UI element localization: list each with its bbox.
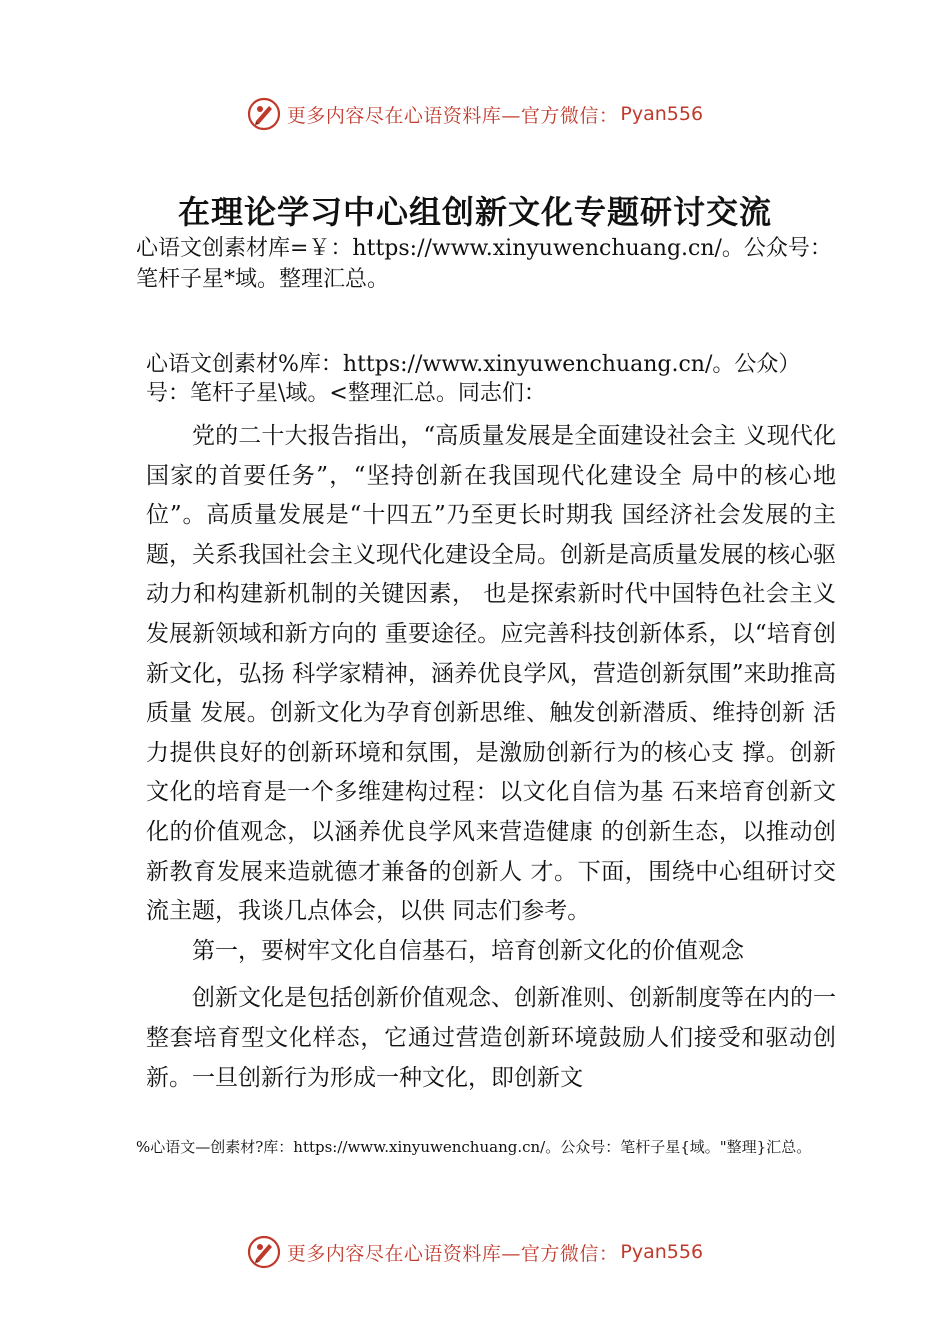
bottom-banner xyxy=(0,1232,950,1272)
logo-icon xyxy=(247,1235,281,1269)
paragraph-2: 创新文化是包括创新价值观念、创新准则、创新制度等在内的一整套培育型文化样态，它通过营造创新环境鼓励人们接受和驱动创新。一旦创新行为形成一种文化，即创新文 xyxy=(146,985,836,1091)
paragraph-1: 党的二十大报告指出，“高质量发展是全面建设社会主 义现代化国家的首要任务”，“坚持创新在我国现代化建设全 局中的核心地位”。高质量发展是“十四五”乃至更长时期我 国经济社会发展的主题，关系我国社会主义现代化建设全局。创新是高质量发展的核心驱动力和构建新机制的关键因素， 也是探索新时代中国特色社会主义发展新领域和新方向的 重要途径。应完善科技创新体系，以“培育创新文化，弘扬 科学家精神，涵养优良学风，营造创新氛围”来助推高质量 发展。创新文化为孕育创新思维、触发创新潜质、维持创新 活力提供良好的创新环境和氛围，是激励创新行为的核心支 撑。创新文化的培育是一个多维建构过程：以文化自信为基 石来培育创新文化的价值观念，以涵养优良学风来营造健康 的创新生态，以推动创新教育发展来造就德才兼备的创新人 才。下面，围绕中心组研讨交流主题，我谈几点体会，以供 同志们参考。 xyxy=(146,423,836,925)
top-banner xyxy=(0,94,950,134)
source-note-1: 心语文创素材库=￥：https://www.xinyuwenchuang.cn/。公众号：笔杆子星*域。整理汇总。 xyxy=(136,236,832,292)
document-body xyxy=(146,417,836,1098)
section-heading-1: 第一，要树牢文化自信基石，培育创新文化的价值观念 xyxy=(192,937,744,964)
banner-text: 更多内容尽在心语资料库—官方微信： xyxy=(286,1242,619,1265)
document-title: 在理论学习中心组创新文化专题研讨交流 xyxy=(177,193,772,231)
banner-wechat-id: Pyan556 xyxy=(620,103,704,125)
footer-note: %心语文—创素材?库：https://www.xinyuwenchuang.cn/。公众号：笔杆子星{域。"整理}汇总。 xyxy=(136,1138,812,1156)
source-note-2: 心语文创素材%库：https://www.xinyuwenchuang.cn/。公众）号：笔杆子星\域。<整理汇总。同志们： xyxy=(146,352,801,406)
banner-wechat-id: Pyan556 xyxy=(620,1241,704,1263)
banner-text: 更多内容尽在心语资料库—官方微信： xyxy=(286,104,619,127)
logo-icon xyxy=(247,97,281,131)
